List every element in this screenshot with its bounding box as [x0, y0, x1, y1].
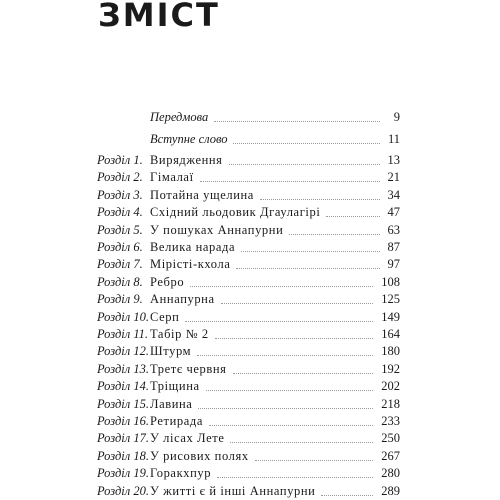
page-number: 11	[387, 132, 400, 146]
toc-entry-chapter	[97, 343, 400, 360]
toc-entry-front	[150, 109, 400, 126]
dot-leader	[206, 390, 374, 391]
entry-title: Ребро	[150, 274, 185, 289]
chapter-label: Розділ 12.	[97, 344, 149, 359]
dot-leader	[233, 373, 374, 374]
chapter-label: Розділ 20.	[97, 483, 149, 498]
chapter-label: Розділ 2.	[97, 170, 143, 185]
dot-leader	[236, 268, 379, 269]
entry-title: Третє червня	[150, 361, 227, 376]
toc-entry-chapter	[97, 413, 400, 430]
dot-leader	[197, 355, 373, 356]
entry-title: Серп	[150, 309, 180, 324]
chapter-label: Розділ 17.	[97, 431, 149, 446]
chapter-label: Розділ 18.	[97, 448, 149, 463]
page-number: 180	[381, 344, 400, 359]
toc-entry-chapter	[97, 169, 400, 186]
chapter-label: Розділ 10.	[97, 309, 149, 324]
toc-entry-chapter	[97, 222, 400, 239]
chapter-label: Розділ 3.	[97, 187, 143, 202]
chapter-label: Розділ 16.	[97, 414, 149, 428]
entry-title: Штурм	[150, 344, 192, 359]
dot-leader	[200, 181, 380, 182]
toc-entry-chapter	[97, 448, 400, 465]
dot-leader	[260, 199, 380, 200]
entry-title: Велика нарада	[150, 240, 236, 254]
page-number: 87	[387, 240, 400, 254]
dot-leader	[230, 442, 373, 443]
dot-leader	[255, 460, 374, 461]
toc-entry-chapter	[97, 274, 400, 291]
toc-entry-chapter	[97, 309, 400, 326]
page-number: 218	[381, 396, 400, 411]
page-number: 149	[381, 309, 400, 324]
page-number: 267	[381, 448, 400, 463]
dot-leader	[229, 164, 380, 165]
chapter-label: Розділ 11.	[97, 327, 149, 341]
chapter-label: Розділ 15.	[97, 396, 149, 411]
toc-entry-chapter	[97, 483, 400, 500]
dot-leader	[217, 477, 373, 478]
entry-title: Мірісті-кхола	[150, 257, 231, 272]
page-number: 125	[381, 292, 400, 307]
page-number: 63	[387, 222, 400, 237]
entry-title: Горакхпур	[150, 466, 212, 481]
entry-title: У пошуках Аннапурни	[150, 222, 284, 237]
chapter-label: Розділ 4.	[97, 205, 143, 220]
dot-leader	[198, 408, 373, 409]
toc-entry-chapter	[97, 152, 400, 169]
chapter-label: Розділ 19.	[97, 466, 149, 481]
page-number: 250	[381, 431, 400, 446]
toc-entry-chapter	[97, 204, 400, 221]
chapter-label: Розділ 7.	[97, 257, 143, 272]
toc-entry-chapter	[97, 291, 400, 308]
entry-title: Потайна ущелина	[150, 187, 254, 202]
page-number: 192	[381, 361, 400, 376]
dot-leader	[241, 251, 379, 252]
page-number: 108	[381, 274, 400, 289]
chapter-label: Розділ 5.	[97, 222, 143, 237]
chapter-label: Розділ 1.	[97, 153, 143, 167]
page-number: 97	[387, 257, 400, 272]
chapter-label: Розділ 9.	[97, 292, 143, 307]
entry-title: Лавина	[150, 396, 193, 411]
page-number: 21	[387, 170, 400, 185]
page-number: 47	[387, 205, 400, 220]
entry-title: Східний льодовик Дгаулагірі	[150, 205, 321, 220]
toc-entry-chapter	[97, 465, 400, 482]
dot-leader	[185, 321, 373, 322]
toc-entry-chapter	[97, 256, 400, 273]
chapter-label: Розділ 13.	[97, 361, 149, 376]
page-number: 164	[381, 327, 400, 341]
toc-entry-chapter	[97, 378, 400, 395]
page-number: 13	[387, 153, 400, 167]
page-number: 289	[381, 483, 400, 498]
dot-leader	[190, 286, 373, 287]
page-number: 9	[393, 110, 400, 124]
entry-title: У лісах Лете	[150, 431, 225, 446]
dot-leader	[289, 234, 379, 235]
page-number: 280	[381, 466, 400, 481]
dot-leader	[214, 121, 380, 122]
toc-entry-chapter	[97, 187, 400, 204]
chapter-label: Розділ 14.	[97, 379, 149, 394]
dot-leader	[215, 338, 373, 339]
page-number: 34	[387, 187, 400, 202]
entry-title: Передмова	[150, 110, 209, 124]
entry-title: Вступне слово	[150, 132, 228, 146]
page-title: ЗМІСТ	[98, 0, 220, 34]
toc-entry-front	[150, 131, 400, 148]
chapter-label: Розділ 6.	[97, 240, 143, 254]
toc-entry-chapter	[97, 396, 400, 413]
dot-leader	[233, 143, 379, 144]
entry-title: Аннапурна	[150, 292, 215, 307]
page-number: 202	[381, 379, 400, 394]
entry-title: Ретирада	[150, 414, 203, 428]
toc-entry-chapter	[97, 430, 400, 447]
dot-leader	[209, 425, 373, 426]
entry-title: У рисових полях	[150, 448, 249, 463]
entry-title: У житті є й інші Аннапурни	[150, 483, 316, 498]
entry-title: Тріщина	[150, 379, 200, 394]
chapter-label: Розділ 8.	[97, 274, 143, 289]
entry-title: Вирядження	[150, 153, 223, 167]
entry-title: Гімалаї	[150, 170, 194, 185]
entry-title: Табір № 2	[150, 327, 209, 341]
page-number: 233	[381, 414, 400, 428]
toc-entry-chapter	[97, 361, 400, 378]
toc-entry-chapter	[97, 326, 400, 343]
toc-entry-chapter	[97, 239, 400, 256]
dot-leader	[321, 495, 373, 496]
dot-leader	[221, 303, 374, 304]
